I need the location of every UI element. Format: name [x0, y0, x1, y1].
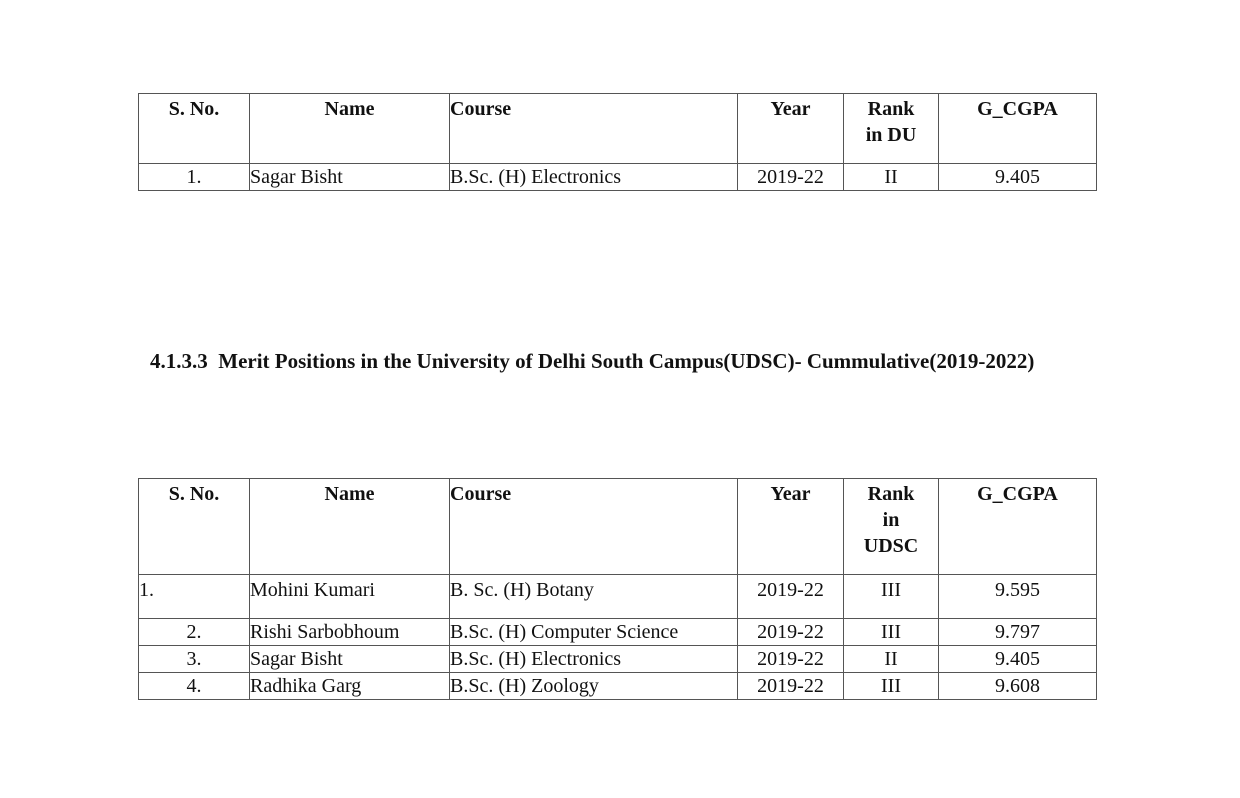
- col-header-year: Year: [738, 479, 844, 575]
- cell-sno: 2.: [139, 619, 250, 646]
- cell-rank: III: [844, 619, 939, 646]
- rank-header-line1: Rank: [867, 483, 915, 505]
- table-header-row: [139, 479, 1097, 575]
- cell-rank: II: [844, 164, 939, 191]
- section-title: Merit Positions in the University of Delhi South Campus(UDSC)- Cummulative(2019-2022): [218, 349, 1035, 373]
- col-header-name: Name: [250, 479, 450, 575]
- cell-course: B.Sc. (H) Computer Science: [450, 619, 738, 646]
- cell-sno: 1.: [139, 164, 250, 191]
- cell-year: 2019-22: [738, 619, 844, 646]
- rank-header-line1: Rank: [867, 98, 915, 120]
- du-merit-table: [138, 93, 1097, 191]
- col-header-sno: S. No.: [139, 479, 250, 575]
- cell-rank: III: [844, 575, 939, 619]
- rank-header-line2: in: [882, 509, 900, 531]
- cell-name: Sagar Bisht: [250, 164, 450, 191]
- cell-course: B.Sc. (H) Electronics: [450, 164, 738, 191]
- table-row: [139, 164, 1097, 191]
- cell-name: Rishi Sarbobhoum: [250, 619, 450, 646]
- col-header-cgpa: G_CGPA: [939, 479, 1097, 575]
- cell-course: B.Sc. (H) Electronics: [450, 646, 738, 673]
- section-heading: [150, 345, 1080, 377]
- col-header-rank: [844, 94, 939, 164]
- cell-cgpa: 9.797: [939, 619, 1097, 646]
- cell-course: B. Sc. (H) Botany: [450, 575, 738, 619]
- table-row: [139, 646, 1097, 673]
- udsc-merit-table: [138, 478, 1097, 700]
- cell-course: B.Sc. (H) Zoology: [450, 673, 738, 700]
- col-header-rank: [844, 479, 939, 575]
- col-header-course: Course: [450, 479, 738, 575]
- col-header-sno: S. No.: [139, 94, 250, 164]
- cell-name: Mohini Kumari: [250, 575, 450, 619]
- cell-year: 2019-22: [738, 164, 844, 191]
- section-number: 4.1.3.3: [150, 349, 208, 373]
- cell-sno: 1.: [139, 575, 250, 619]
- col-header-course: Course: [450, 94, 738, 164]
- rank-header-line3: UDSC: [863, 535, 919, 557]
- table-row: [139, 673, 1097, 700]
- col-header-year: Year: [738, 94, 844, 164]
- cell-year: 2019-22: [738, 575, 844, 619]
- cell-name: Radhika Garg: [250, 673, 450, 700]
- cell-cgpa: 9.595: [939, 575, 1097, 619]
- cell-name: Sagar Bisht: [250, 646, 450, 673]
- cell-rank: III: [844, 673, 939, 700]
- table-row: [139, 575, 1097, 619]
- cell-cgpa: 9.405: [939, 646, 1097, 673]
- cell-year: 2019-22: [738, 646, 844, 673]
- table-row: [139, 619, 1097, 646]
- cell-rank: II: [844, 646, 939, 673]
- cell-sno: 3.: [139, 646, 250, 673]
- cell-cgpa: 9.608: [939, 673, 1097, 700]
- cell-sno: 4.: [139, 673, 250, 700]
- cell-year: 2019-22: [738, 673, 844, 700]
- col-header-name: Name: [250, 94, 450, 164]
- rank-header-line2: in DU: [865, 124, 917, 146]
- cell-cgpa: 9.405: [939, 164, 1097, 191]
- table-header-row: [139, 94, 1097, 164]
- col-header-cgpa: G_CGPA: [939, 94, 1097, 164]
